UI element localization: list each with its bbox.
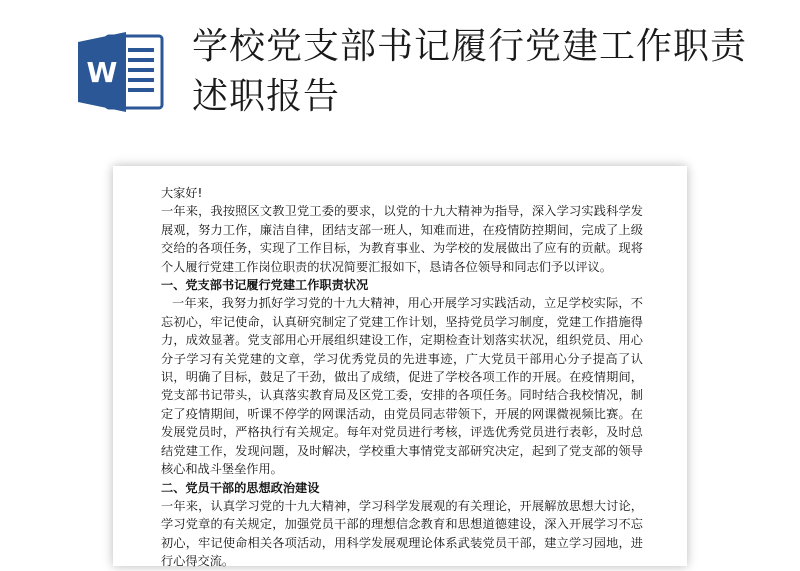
body-paragraph: 一年来，我努力抓好学习党的十九大精神，用心开展学习实践活动，立足学校实际，不忘初心，牢记使命，认真研究制定了党建工作计划，坚持党员学习制度，党建工作措施得力，成效显著。党支部用心开展组织建设工作，定期检查计划落实状况，组织党员、用心分子学习有关党建的文章，学习优秀党员的先进事迹，广大党员干部用心分子提高了认识，明确了目标，鼓足了干劲，做出了成绩，促进了学校各项工作的开展。在疫情期间，党支部书记带头，认真落实教育局及区党工委，安排的各项任务。同时结合我校情况，制定了疫情期间，听课不停学的网课活动，由党员同志带领下，开展的网课微视频比赛。在发展党员时，严格执行有关规定。每年对党员进行考核，评选优秀党员进行表彰，及时总结党建工作，发现问题，及时解决，学校重大事情党支部研究决定，起到了党支部的领导核心和战斗堡垒作用。 <box>161 296 643 477</box>
body-paragraph: 一年来，我按照区文教卫党工委的要求，以党的十九大精神为指导，深入学习实践科学发展观，努力工作，廉洁自律，团结支部一班人，知难而进，在疫情防控期间，完成了上级交给的各项任务，实现了工作目标，为教育事业、为学校的发展做出了应有的贡献。现将个人履行党建工作岗位职责的状况简要汇报如下，恳请各位领导和同志们予以评议。 <box>161 204 643 274</box>
section-heading: 一、党支部书记履行党建工作职责状况 <box>161 278 369 293</box>
section-heading: 二、党员干部的思想政治建设 <box>161 480 320 495</box>
body-paragraph: 一年来，认真学习党的十九大精神，学习科学发展观的有关理论，开展解放思想大讨论，学习党章的有关规定，加强党员干部的理想信念教育和思想道德建设，深入开展学习不忘初心，牢记使命相关各项活动，用科学发展观理论体系武装党员干部，建立学习园地，进行心得交流。 <box>161 498 643 569</box>
document-page <box>113 166 687 569</box>
page-title: 学校党支部书记履行党建工作职责述职报告 <box>192 26 748 117</box>
body-paragraph: 大家好! <box>161 186 203 200</box>
word-letter: W <box>86 56 118 89</box>
word-document-icon <box>76 30 166 114</box>
document-header <box>0 0 800 150</box>
document-body <box>161 184 643 571</box>
